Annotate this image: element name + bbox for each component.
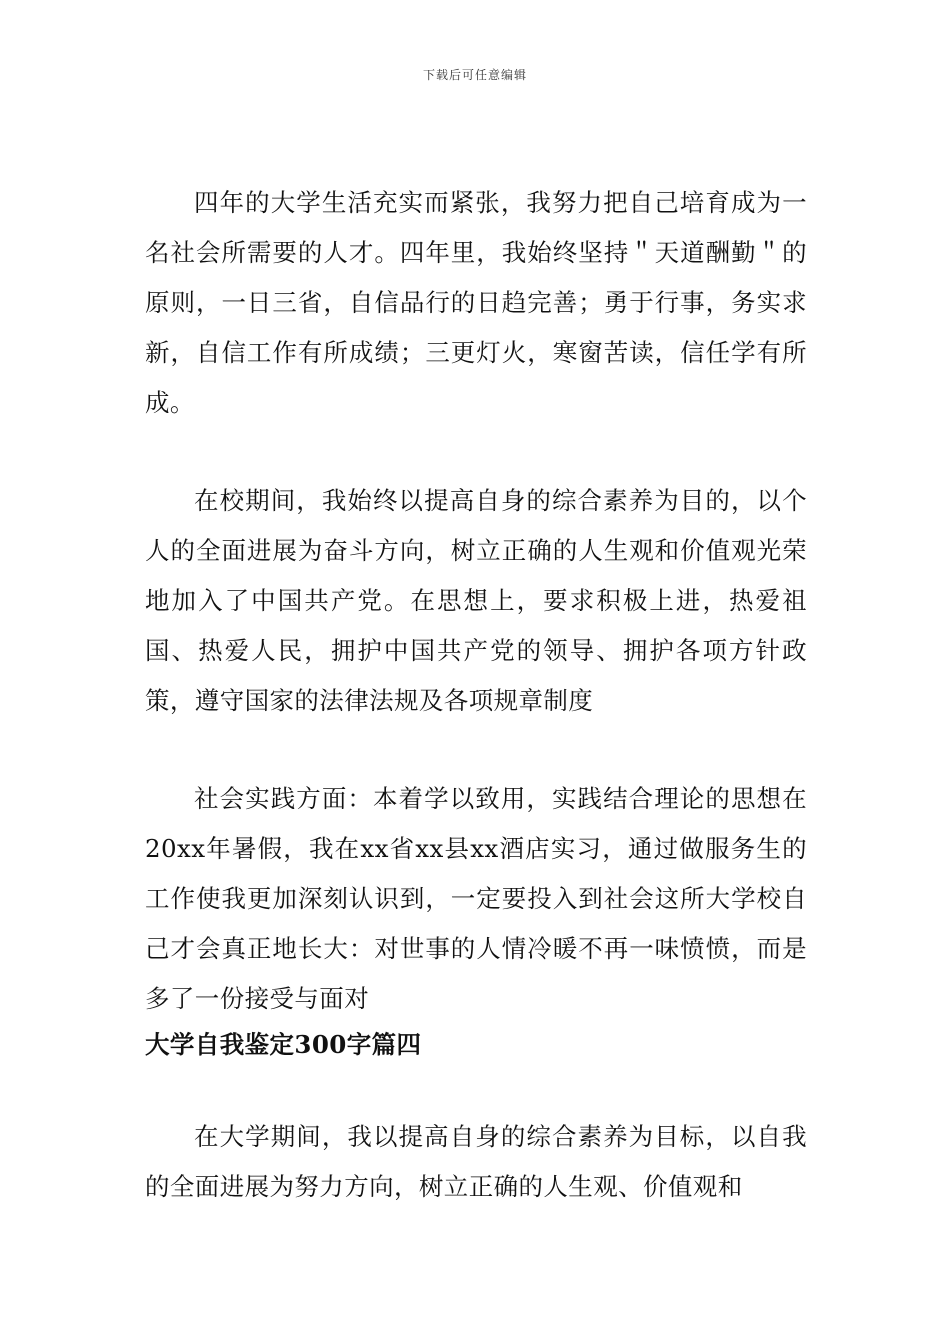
section-heading: 大学自我鉴定300字篇四 [145,1030,422,1059]
paragraph-social-practice: 社会实践方面：本着学以致用，实践结合理论的思想在20xx年暑假，我在xx省xx县xx酒店实习，通过做服务生的工作使我更加深刻认识到，一定要投入到社会这所大学校自己才会真正地长大：对世事的人情冷暖不再一味愤愤，而是多了一份接受与面对 [145,784,807,1013]
paragraph-college-life: 四年的大学生活充实而紧张，我努力把自己培育成为一名社会所需要的人才。四年里，我始终坚持＂天道酬勤＂的原则，一日三省，自信品行的日趋完善；勇于行事，务实求新，自信工作有所成绩；三更灯火，寒窗苦读，信任学有所成。 [145,188,807,417]
paragraph-on-campus: 在校期间，我始终以提高自身的综合素养为目的，以个人的全面进展为奋斗方向，树立正确的人生观和价值观光荣地加入了中国共产党。在思想上，要求积极上进，热爱祖国、热爱人民，拥护中国共产党的领导、拥护各项方针政策，遵守国家的法律法规及各项规章制度 [145,486,807,715]
paragraph-university-period: 在大学期间，我以提高自身的综合素养为目标，以自我的全面进展为努力方向，树立正确的人生观、价值观和 [145,1122,807,1201]
document-body [145,178,807,1212]
page-header-note: 下载后可任意编辑 [422,68,527,82]
